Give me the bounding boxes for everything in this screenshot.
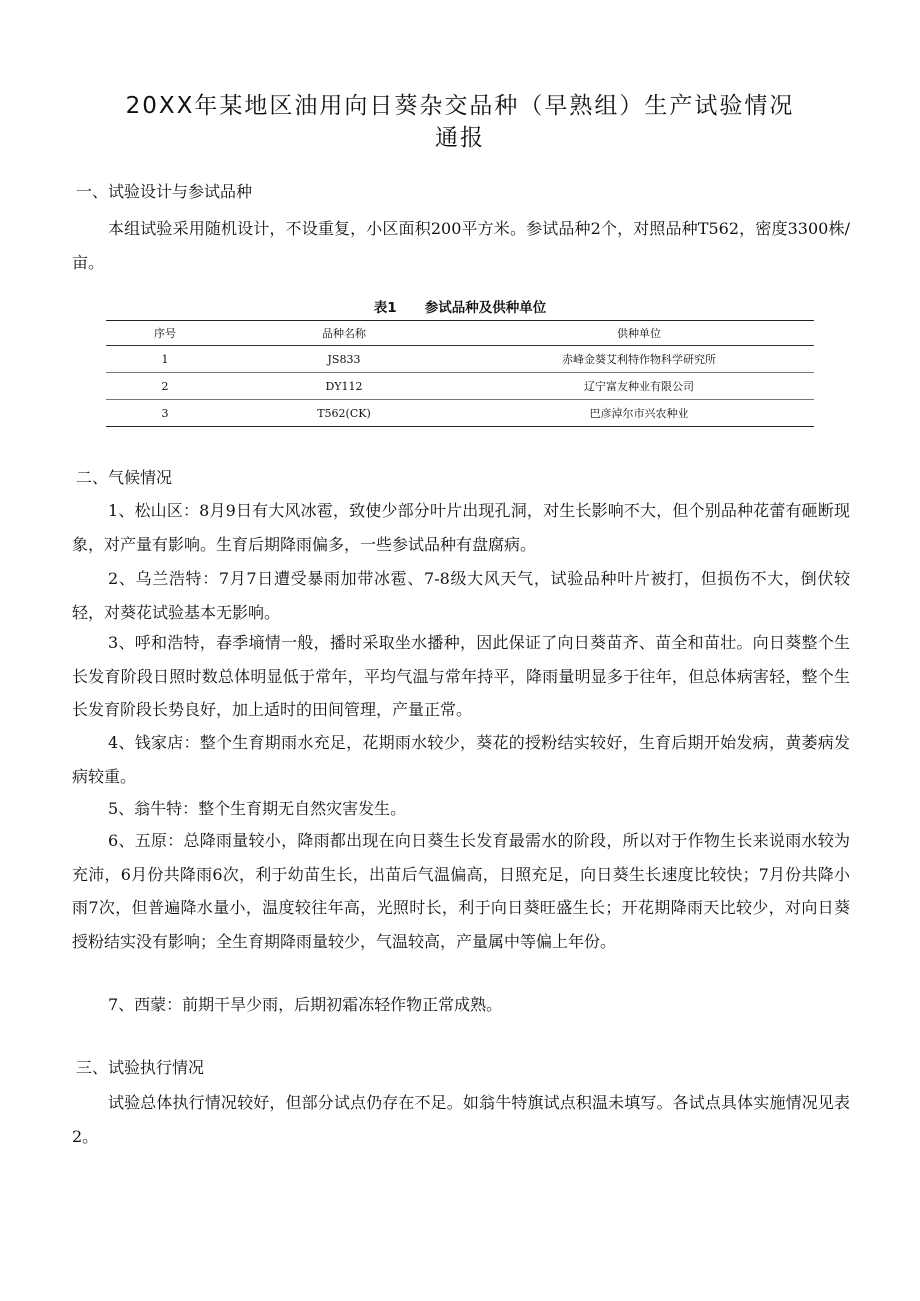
table-row <box>106 400 814 427</box>
climate-item-3: 3、呼和浩特，春季墒情一般，播时采取坐水播种，因此保证了向日葵苗齐、苗全和苗壮。向日葵整个生长发育阶段日照时数总体明显低于常年，平均气温与常年持平，降雨量明显多于往年，但总体病害轻，整个生长发育阶段长势良好，加上适时的田间管理，产量正常。 <box>72 633 850 719</box>
climate-item-2: 2、乌兰浩特：7月7日遭受暴雨加带冰雹、7-8级大风天气，试验品种叶片被打，但损伤不大，倒伏较轻，对葵花试验基本无影响。 <box>72 569 850 622</box>
title-line-1: 20XX年某地区油用向日葵杂交品种（早熟组）生产试验情况 <box>125 93 795 119</box>
climate-item-5: 5、翁牛特：整个生育期无自然灾害发生。 <box>108 799 407 818</box>
table-cell-variety: JS833 <box>224 346 464 373</box>
table-cell-index: 2 <box>106 373 224 400</box>
table-header-supplier: 供种单位 <box>464 321 814 346</box>
section-1-paragraph: 本组试验采用随机设计，不设重复，小区面积200平方米。参试品种2个，对照品种T562，密度3300株/亩。 <box>72 219 850 272</box>
title-line-2: 通报 <box>435 125 485 151</box>
table-header-variety: 品种名称 <box>224 321 464 346</box>
table-cell-supplier: 赤峰金葵艾利特作物科学研究所 <box>464 346 814 373</box>
climate-item-6: 6、五原：总降雨量较小，降雨都出现在向日葵生长发育最需水的阶段，所以对于作物生长来说雨水较为充沛，6月份共降雨6次，利于幼苗生长，出苗后气温偏高，日照充足，向日葵生长速度比较快；7月份共降小雨7次，但普遍降水量小，温度较往年高，光照时长，利于向日葵旺盛生长；开花期降雨天比较少，对向日葵授粉结实没有影响；全生育期降雨量较少，气温较高，产量属中等偏上年份。 <box>72 831 850 951</box>
table-row <box>106 346 814 373</box>
table-cell-supplier: 辽宁富友种业有限公司 <box>464 373 814 400</box>
table-1 <box>106 320 814 427</box>
section-1-heading: 一、试验设计与参试品种 <box>76 182 253 201</box>
table-cell-variety: T562(CK) <box>317 406 371 420</box>
table-1-caption <box>106 298 814 318</box>
table-1-caption-text: 参试品种及供种单位 <box>424 300 547 316</box>
table-header-index: 序号 <box>106 321 224 346</box>
table-header-row <box>106 321 814 346</box>
page-title <box>60 90 860 154</box>
climate-item-1: 1、松山区：8月9日有大风冰雹，致使少部分叶片出现孔洞，对生长影响不大，但个别品种花蕾有砸断现象，对产量有影响。生育后期降雨偏多，一些参试品种有盘腐病。 <box>72 501 850 554</box>
table-cell-supplier: 巴彦淖尔市兴农种业 <box>589 407 689 420</box>
section-3-paragraph: 试验总体执行情况较好，但部分试点仍存在不足。如翁牛特旗试点积温未填写。各试点具体实施情况见表2。 <box>72 1093 850 1146</box>
table-cell-index: 3 <box>161 406 169 420</box>
climate-item-4: 4、钱家店：整个生育期雨水充足，花期雨水较少，葵花的授粉结实较好，生育后期开始发病，黄萎病发病较重。 <box>72 733 850 786</box>
table-row <box>106 373 814 400</box>
section-3-heading: 三、试验执行情况 <box>76 1058 205 1077</box>
section-2-heading: 二、气候情况 <box>76 468 173 487</box>
table-cell-index: 1 <box>106 346 224 373</box>
table-1-caption-label: 表1 <box>373 300 397 316</box>
climate-item-7: 7、西蒙：前期干旱少雨，后期初霜冻轻作物正常成熟。 <box>108 995 503 1014</box>
table-cell-variety: DY112 <box>224 373 464 400</box>
